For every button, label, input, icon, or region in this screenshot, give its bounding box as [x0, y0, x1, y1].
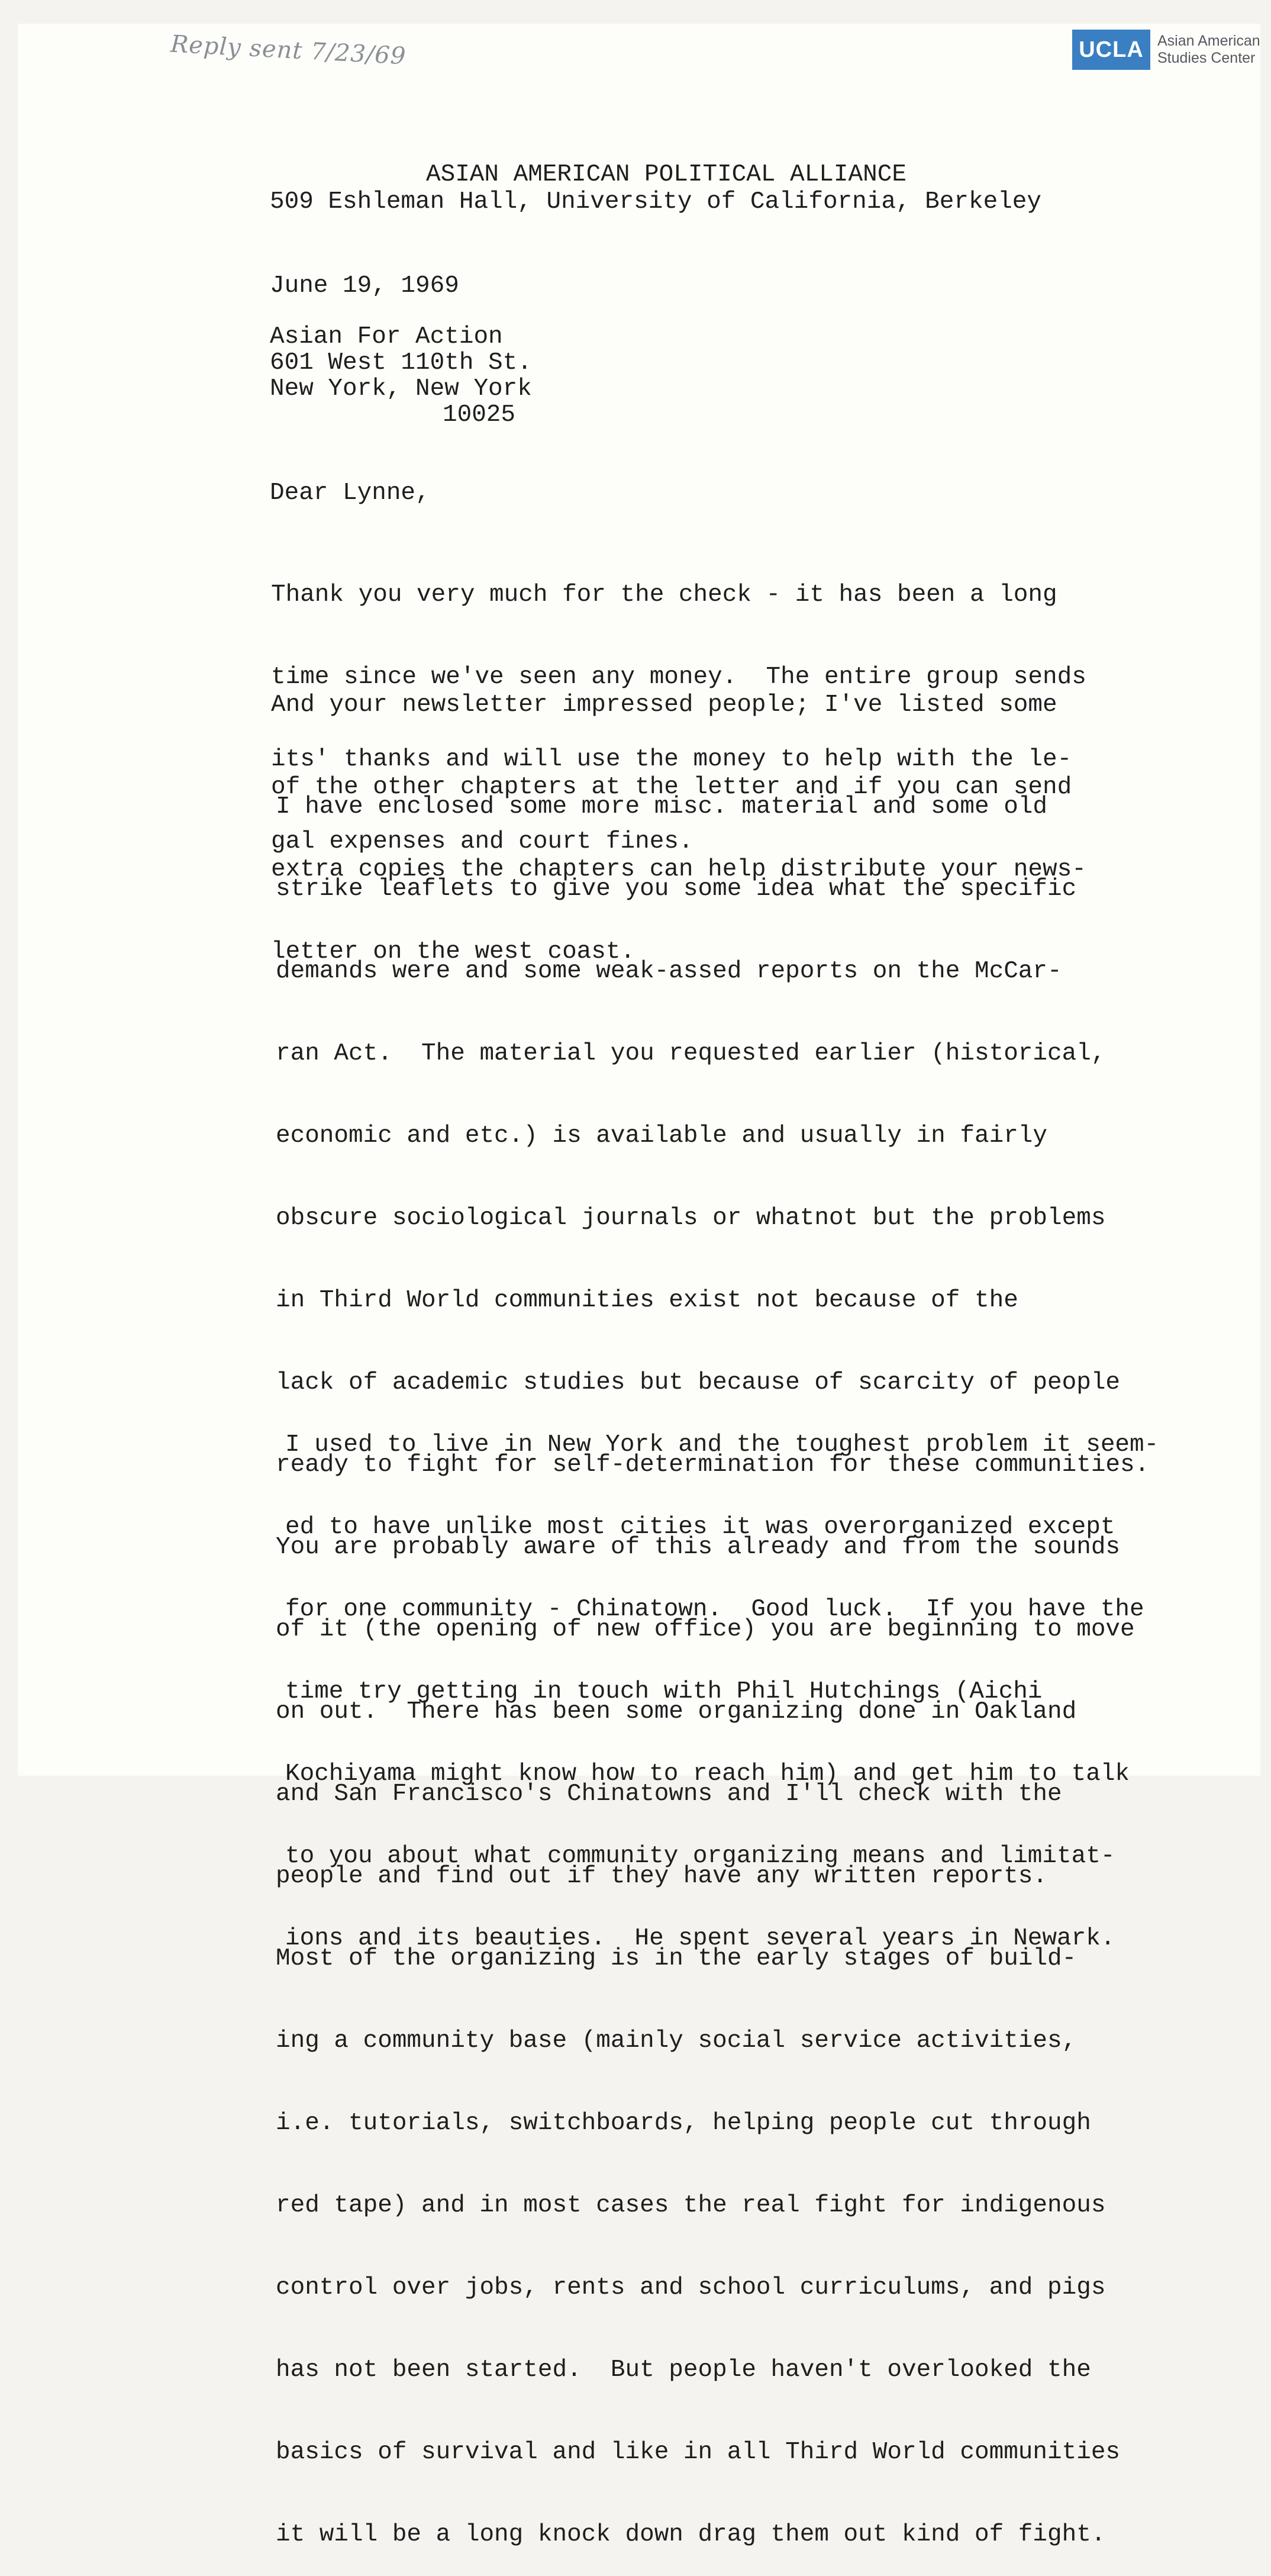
paragraph-line: You are probably aware of this already and from the sounds: [276, 1534, 1121, 1561]
paragraph-line: economic and etc.) is available and usually in fairly: [276, 1122, 1048, 1149]
paragraph-line: time try getting in touch with Phil Hutchings (Aichi: [285, 1678, 1043, 1705]
paragraph-line: in Third World communities exist not because of the: [276, 1287, 1018, 1314]
paragraph-line: control over jobs, rents and school curriculums, and pigs: [276, 2274, 1106, 2301]
paragraph-line: of the other chapters at the letter and if you can send: [271, 774, 1072, 801]
recipient-name: Asian For Action: [270, 323, 503, 350]
paragraph-line: I used to live in New York and the toughest problem it seem-: [285, 1431, 1159, 1458]
paragraph-line: I have enclosed some more misc. material and some old: [276, 793, 1048, 820]
paragraph-line: i.e. tutorials, switchboards, helping people cut through: [276, 2110, 1091, 2137]
paragraph-line: and San Francisco's Chinatowns and I'll check with the: [276, 1780, 1062, 1808]
paragraph-line: ready to fight for self-determination for these communities.: [276, 1451, 1150, 1479]
paragraph-line: time since we've seen any money. The entire group sends: [271, 664, 1086, 691]
paragraph-line: it will be a long knock down drag them out kind of fight.: [276, 2521, 1106, 2548]
paragraph-new-york: [285, 1377, 1159, 1980]
paragraph-line: strike leaflets to give you some idea what the specific: [276, 875, 1077, 903]
paragraph-line: to you about what community organizing means and limitat-: [285, 1843, 1115, 1870]
letterhead-address: 509 Eshleman Hall, University of California, Berkeley: [270, 188, 1042, 215]
paragraph-line: its' thanks and will use the money to help with the le-: [271, 746, 1072, 773]
paragraph-line: Kochiyama might know how to reach him) and get him to talk: [285, 1760, 1130, 1788]
ucla-badge: UCLA: [1072, 30, 1150, 70]
recipient-zip: 10025: [443, 401, 516, 429]
letter-date: June 19, 1969: [270, 272, 459, 300]
paragraph-line: ions and its beauties. He spent several years in Newark.: [285, 1925, 1115, 1952]
watermark-label: [1157, 33, 1260, 67]
paragraph-line: red tape) and in most cases the real fight for indigenous: [276, 2192, 1106, 2219]
paragraph-line: for one community - Chinatown. Good luck. If you have the: [285, 1596, 1144, 1623]
handwritten-reply-note: Reply sent 7/23/69: [170, 30, 407, 70]
paragraph-line: Thank you very much for the check - it has been a long: [271, 581, 1057, 608]
watermark-line-2: Studies Center: [1157, 50, 1256, 66]
paragraph-line: demands were and some weak-assed reports on the McCar-: [276, 958, 1062, 985]
paragraph-line: has not been started. But people haven't overlooked the: [276, 2356, 1091, 2384]
paragraph-line: extra copies the chapters can help distribute your news-: [271, 856, 1086, 883]
watermark-line-1: Asian American: [1157, 33, 1260, 49]
paragraph-line: of it (the opening of new office) you are beginning to move: [276, 1616, 1135, 1643]
salutation: Dear Lynne,: [270, 479, 430, 507]
paragraph-line: letter on the west coast.: [271, 938, 636, 965]
letterhead-org-name: ASIAN AMERICAN POLITICAL ALLIANCE: [426, 161, 907, 188]
paragraph-line: basics of survival and like in all Third World communities: [276, 2439, 1121, 2466]
paragraph-line: lack of academic studies but because of scarcity of people: [276, 1369, 1121, 1396]
paragraph-line: gal expenses and court fines.: [271, 828, 693, 855]
ucla-watermark: [1072, 30, 1260, 70]
paragraph-line: And your newsletter impressed people; I've listed some: [271, 691, 1057, 719]
paragraph-line: Most of the organizing is in the early stages of build-: [276, 1945, 1077, 1972]
paragraph-line: obscure sociological journals or whatnot but the problems: [276, 1205, 1106, 1232]
paragraph-line: people and find out if they have any written reports.: [276, 1863, 1048, 1890]
paragraph-line: on out. There has been some organizing done in Oakland: [276, 1698, 1077, 1725]
recipient-street: 601 West 110th St.: [270, 349, 532, 376]
paragraph-line: ing a community base (mainly social service activities,: [276, 2027, 1077, 2055]
paragraph-line: ed to have unlike most cities it was overorganized except: [285, 1514, 1115, 1541]
recipient-city: New York, New York: [270, 375, 532, 402]
paragraph-line: ran Act. The material you requested earlier (historical,: [276, 1040, 1106, 1067]
